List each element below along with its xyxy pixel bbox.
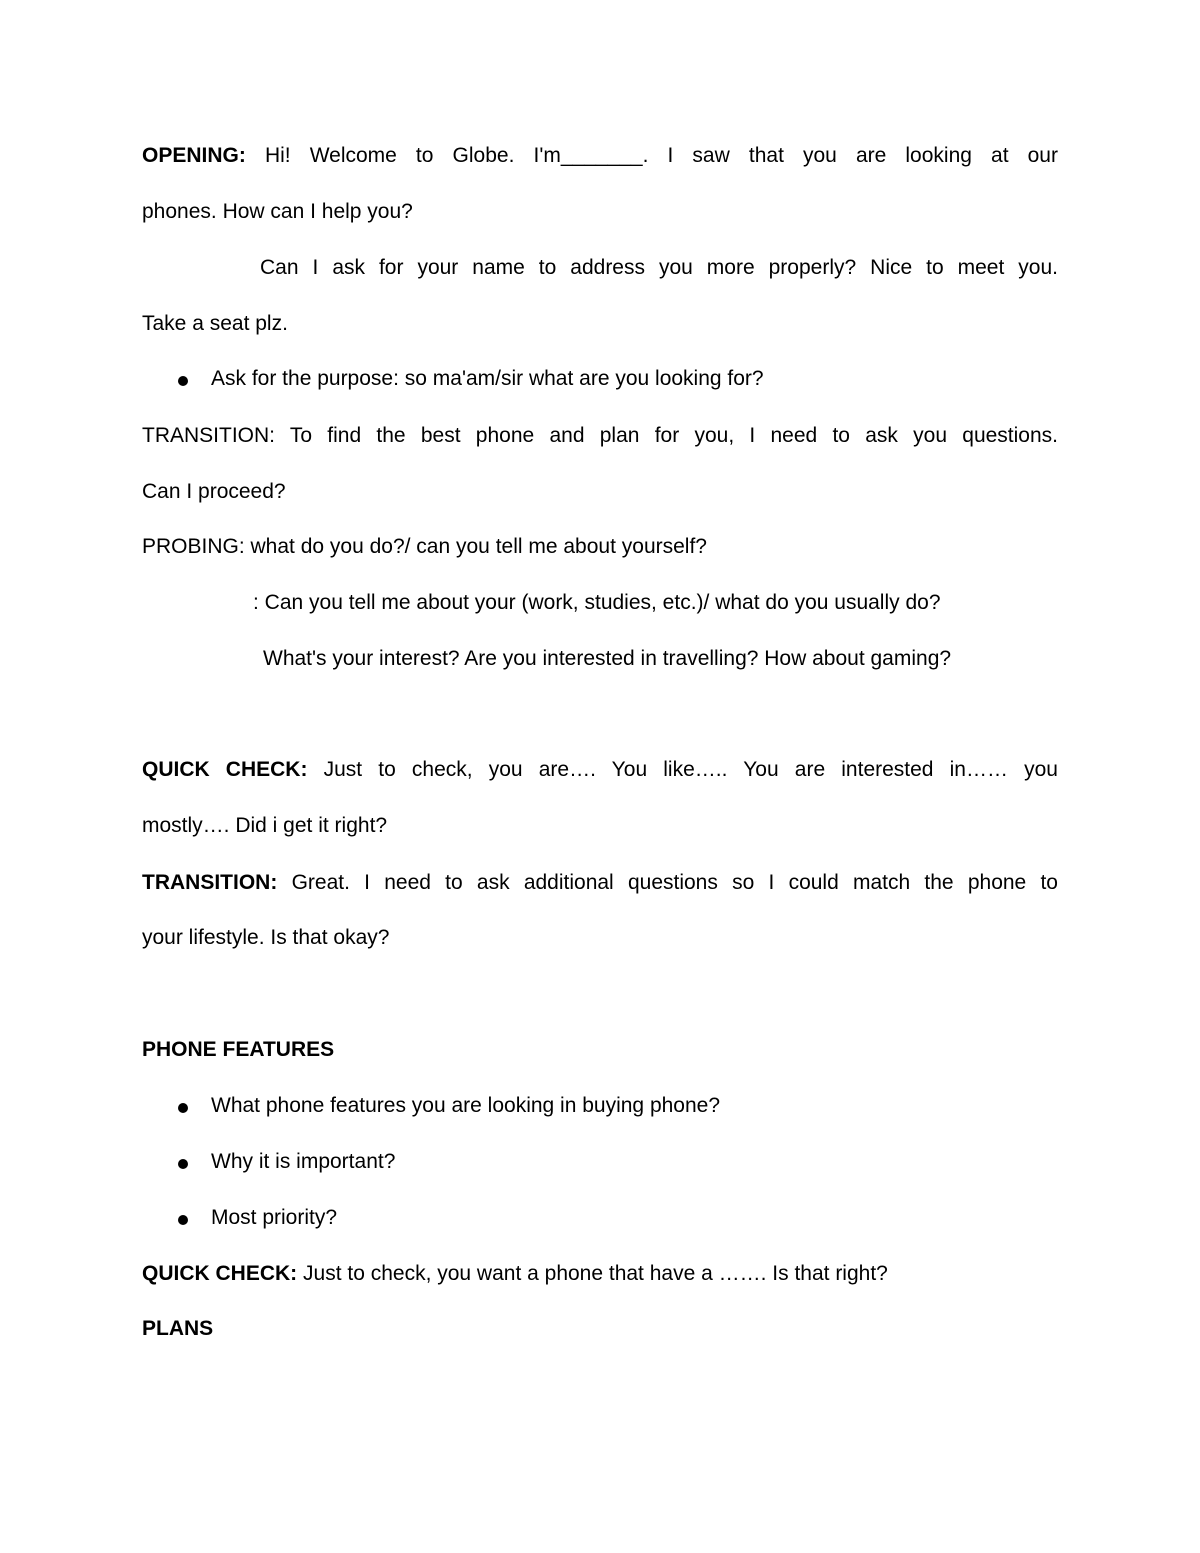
- opening-text-1: Hi! Welcome to Globe. I'm_______. I saw that you are looking at our: [264, 144, 1058, 167]
- transition-2-line-1: [142, 870, 1058, 896]
- plans-heading: PLANS: [142, 1317, 214, 1340]
- transition-1-line-1: TRANSITION: To find the best phone and plan for you, I need to ask you questions.: [142, 424, 1058, 447]
- bullet-icon: [178, 1103, 188, 1113]
- phone-features-item-1: What phone features you are looking in buying phone?: [211, 1094, 721, 1117]
- phone-features-heading: PHONE FEATURES: [142, 1038, 335, 1061]
- transition-2-label: TRANSITION:: [142, 871, 278, 894]
- quick-check-2-line: [142, 1261, 888, 1287]
- quick-check-2-label: QUICK CHECK:: [142, 1262, 298, 1285]
- opening-line-3: Can I ask for your name to address you more properly? Nice to meet you.: [260, 256, 1058, 279]
- transition-2-text-1: Great. I need to ask additional questions so I could match the phone to: [291, 871, 1058, 894]
- transition-2-line-2: your lifestyle. Is that okay?: [142, 926, 390, 949]
- quick-check-1-line-1: [142, 757, 1058, 783]
- quick-check-2-text: Just to check, you want a phone that have a ……. Is that right?: [303, 1262, 888, 1285]
- phone-features-item-3: Most priority?: [211, 1206, 338, 1229]
- probing-line-1: PROBING: what do you do?/ can you tell me about yourself?: [142, 535, 707, 558]
- bullet-icon: [178, 1159, 188, 1169]
- opening-line-2: phones. How can I help you?: [142, 200, 413, 223]
- phone-features-item-2: Why it is important?: [211, 1150, 396, 1173]
- quick-check-1-line-2: mostly…. Did i get it right?: [142, 814, 388, 837]
- opening-label: OPENING:: [142, 144, 246, 167]
- opening-line-4: Take a seat plz.: [142, 312, 288, 335]
- opening-bullet-text: Ask for the purpose: so ma'am/sir what are you looking for?: [211, 367, 764, 390]
- transition-1-line-2: Can I proceed?: [142, 480, 286, 503]
- bullet-icon: [178, 376, 188, 386]
- bullet-icon: [178, 1215, 188, 1225]
- quick-check-1-label: QUICK CHECK:: [142, 758, 308, 781]
- opening-line-1: [142, 143, 1058, 169]
- quick-check-1-text-1: Just to check, you are…. You like….. You are interested in…… you: [323, 758, 1058, 781]
- probing-line-3: What's your interest? Are you interested in travelling? How about gaming?: [263, 647, 952, 670]
- probing-line-2: : Can you tell me about your (work, studies, etc.)/ what do you usually do?: [253, 591, 941, 614]
